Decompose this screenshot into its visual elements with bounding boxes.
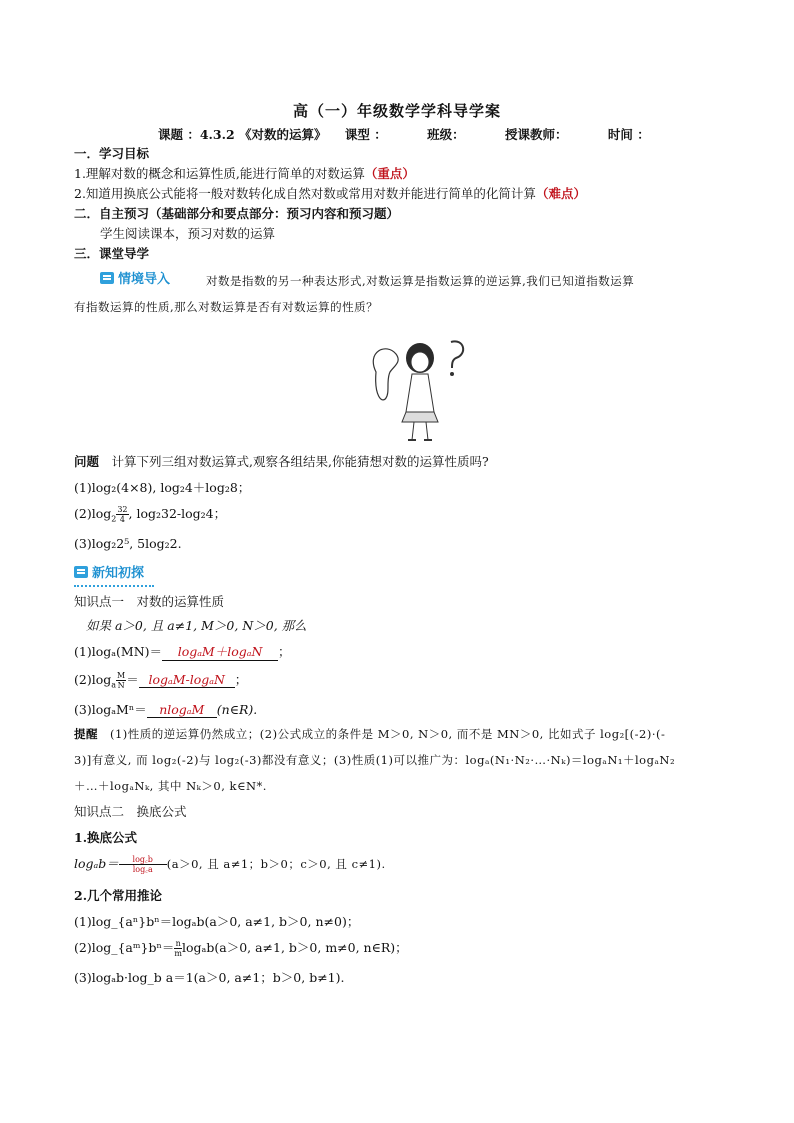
sub1-heading: 1.换底公式 xyxy=(74,830,138,845)
book-icon xyxy=(74,566,88,578)
property-2: $(2)\log_a$ $\frac{M}{N}$ ＝ logₐM-logₐN ； xyxy=(74,671,248,690)
meta-topic: 课题 ：4.3.2 《对数的运算》 xyxy=(158,127,327,142)
preview-heading: 二．自主预习（基础部分和要点部分：预习内容和预习题） xyxy=(74,206,400,221)
meta-class: 班级： xyxy=(427,127,465,142)
key-point-tag: （重点） xyxy=(364,166,415,181)
change-of-base-formula: logₐb＝ $\frac{\log꜀b}{\log꜀a}$ (a＞0, 且 a≠1；b＞0；c＞0, 且 c≠1). xyxy=(74,855,386,874)
fraction: $\frac{n}{m}$ xyxy=(174,939,183,958)
question-3: (3)log₂2⁵, 5log₂2. xyxy=(74,536,182,551)
meta-teacher: 授课教师： xyxy=(504,127,568,142)
goal-1: 1.理解对数的概念和运算性质,能进行简单的对数运算（重点） xyxy=(74,166,415,181)
answer-blank: nlogₐM xyxy=(147,702,217,718)
corollary-3: (3)logₐb·log_b a＝1(a＞0, a≠1；b＞0, b≠1). xyxy=(74,970,345,985)
question-1: (1)log₂(4×8), log₂4＋log₂8； xyxy=(74,480,251,495)
explore-tag: 新知初探 xyxy=(74,562,154,587)
question-label: 问题 xyxy=(74,454,100,469)
answer-blank: logₐM＋logₐN xyxy=(162,642,278,661)
tip-line-2: 3)]有意义, 而 log₂(-2)与 log₂(-3)都没有意义；(3)性质(1)可以推广为：logₐ(N₁·N₂·…·Nₖ)＝logₐN₁＋logₐN₂ xyxy=(74,753,676,767)
meta-time: 时间 ： xyxy=(607,127,650,142)
property-3: (3)logₐMⁿ＝ nlogₐM (n∈R). xyxy=(74,702,258,717)
kp1-heading: 知识点一 对数的运算性质 xyxy=(74,594,225,609)
kp2-heading: 知识点二 换底公式 xyxy=(74,804,187,819)
fraction: $\frac{32}{4}$ xyxy=(117,505,128,524)
difficulty-tag: （难点） xyxy=(535,186,586,201)
question-2: $(2)\log_2$ $\frac{32}{4}$ , log₂32-log₂4； xyxy=(74,505,227,524)
class-heading: 三．课堂导学 xyxy=(74,246,150,261)
kp1-condition: 如果 a＞0, 且 a≠1, M＞0, N＞0, 那么 xyxy=(86,618,307,633)
answer-blank: logₐM-logₐN xyxy=(139,672,235,688)
scenario-text-1: 对数是指数的另一种表达形式,对数运算是指数运算的逆运算,我们已知道指数运算 xyxy=(206,274,635,288)
property-1: (1)logₐ(MN)＝ logₐM＋logₐN ； xyxy=(74,644,291,659)
meta-type: 课型 ： xyxy=(344,127,387,142)
goals-heading: 一．学习目标 xyxy=(74,146,150,161)
tip-label: 提醒 xyxy=(74,727,98,741)
question: 问题 计算下列三组对数运算式,观察各组结果,你能猜想对数的运算性质吗? xyxy=(74,454,489,469)
sub2-heading: 2.几个常用推论 xyxy=(74,888,163,903)
tip-line-1: 提醒 (1)性质的逆运算仍然成立；(2)公式成立的条件是 M＞0, N＞0, 而不是 MN＞0, 比如式子 log₂[(-2)·(- xyxy=(74,727,666,741)
thinking-girl-illustration xyxy=(356,332,476,444)
goal-2: 2.知道用换底公式能将一般对数转化成自然对数或常用对数并能进行简单的化简计算（难点） xyxy=(74,186,586,201)
scenario-text-2: 有指数运算的性质,那么对数运算是否有对数运算的性质？ xyxy=(74,300,379,314)
corollary-2: (2)log_{aᵐ}bⁿ＝ $\frac{n}{m}$ logₐb(a＞0, a≠1, b＞0, m≠0, n∈R)； xyxy=(74,939,408,958)
scenario-tag: 情境导入 xyxy=(100,268,170,288)
answer-fraction: $\frac{\log꜀b}{\log꜀a}$ xyxy=(119,855,167,874)
page-title: 高（一）年级数学学科导学案 xyxy=(292,102,501,120)
fraction: $\frac{M}{N}$ xyxy=(117,671,126,690)
chat-icon xyxy=(100,272,114,284)
corollary-1: (1)log_{aⁿ}bⁿ＝logₐb(a＞0, a≠1, b＞0, n≠0)； xyxy=(74,914,360,929)
tip-line-3: ＋…＋logₐNₖ, 其中 Nₖ＞0, k∈N*. xyxy=(74,779,267,793)
preview-text: 学生阅读课本，预习对数的运算 xyxy=(100,226,276,241)
lesson-meta xyxy=(158,125,664,143)
